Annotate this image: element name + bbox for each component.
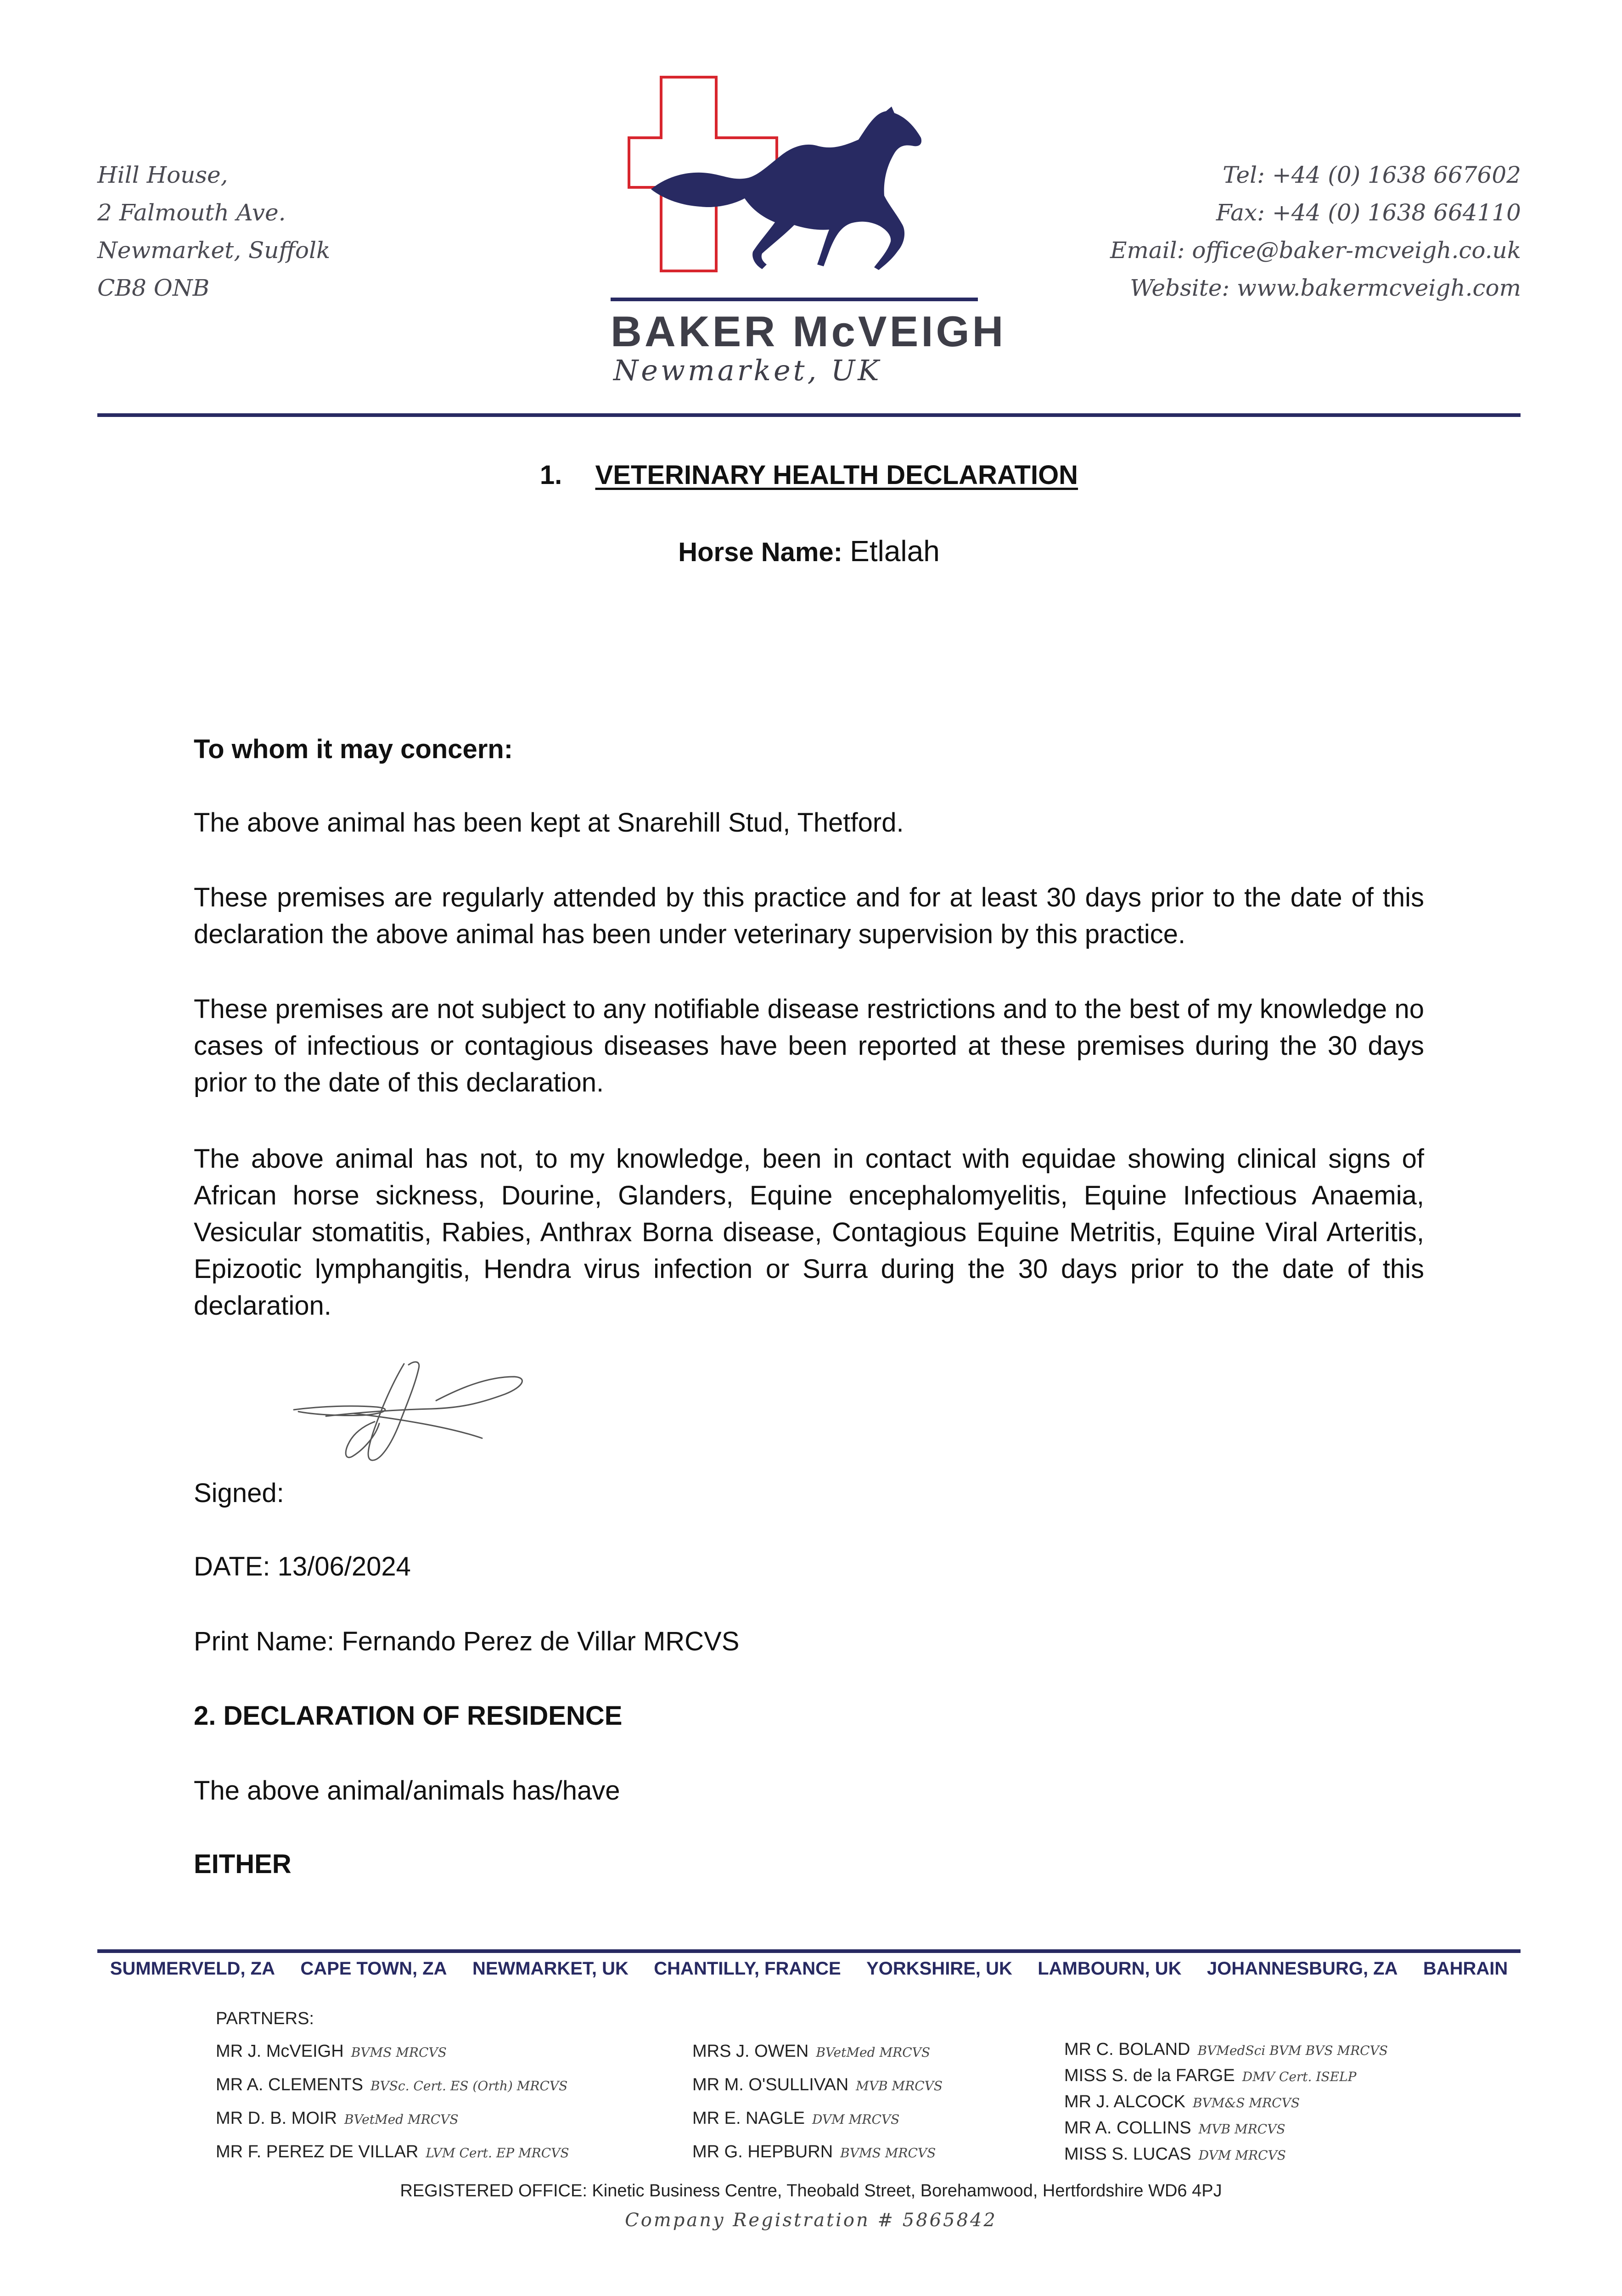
partner-entry [1064, 2089, 1388, 2116]
partner-name: MR M. O'SULLIVAN [692, 2075, 849, 2094]
partner-quals: DVM MRCVS [812, 2112, 900, 2127]
contact-website[interactable]: Website: www.bakermcveigh.com [1130, 275, 1521, 301]
partner-entry [692, 2136, 943, 2169]
signature-image [285, 1355, 542, 1492]
partner-quals: DMV Cert. ISELP [1242, 2069, 1357, 2084]
salutation: To whom it may concern: [194, 734, 513, 764]
horse-silhouette [651, 107, 921, 270]
address-line: Newmarket, Suffolk [97, 237, 331, 264]
partner-entry [216, 2102, 569, 2136]
partner-name: MISS S. de la FARGE [1064, 2066, 1235, 2085]
partner-entry [692, 2102, 943, 2136]
partner-name: MR G. HEPBURN [692, 2142, 833, 2161]
partners-column-1 [216, 2035, 569, 2169]
office-location: CAPE TOWN, ZA [300, 1958, 447, 1979]
registered-office: REGISTERED OFFICE: Kinetic Business Centre, Theobald Street, Borehamwood, Hertfordshire WD6 4PJ [400, 2181, 1222, 2200]
paragraph-restrictions: These premises are not subject to any notifiable disease restrictions and to the best of my knowledge no cases of infectious or contagious diseases have been reported at these premises during the 30 days prior to the date of this declaration. [194, 994, 1424, 1097]
section2-heading: 2. DECLARATION OF RESIDENCE [194, 1701, 623, 1731]
partner-quals: BVM&S MRCVS [1192, 2095, 1300, 2110]
brand-location: Newmarket, UK [613, 354, 882, 387]
section1-heading [194, 457, 1424, 494]
partner-quals: BVetMed MRCVS [816, 2045, 931, 2060]
office-location: NEWMARKET, UK [472, 1958, 629, 1979]
paragraph-premises: The above animal has been kept at Snarehill Stud, Thetford. [194, 808, 904, 838]
address-line: CB8 ONB [97, 275, 210, 301]
contact-fax: Fax: +44 (0) 1638 664110 [1216, 199, 1521, 226]
partner-quals: MVB MRCVS [1198, 2122, 1285, 2137]
print-name: Print Name: Fernando Perez de Villar MRCVS [194, 1626, 740, 1656]
partner-name: MR A. CLEMENTS [216, 2075, 363, 2094]
section2-either: EITHER [194, 1849, 292, 1879]
partner-entry [216, 2035, 569, 2069]
partner-name: MRS J. OWEN [692, 2042, 809, 2061]
footer-divider [97, 1949, 1521, 1953]
partners-label: PARTNERS: [216, 2009, 314, 2028]
partner-entry [692, 2069, 943, 2102]
office-location: BAHRAIN [1423, 1958, 1508, 1979]
partner-name: MR F. PEREZ DE VILLAR [216, 2142, 419, 2161]
partner-quals: BVSc. Cert. ES (Orth) MRCVS [370, 2078, 568, 2093]
partner-name: MR C. BOLAND [1064, 2040, 1190, 2059]
partner-name: MR J. McVEIGH [216, 2042, 344, 2061]
brand-name: BAKER McVEIGH [611, 307, 1006, 355]
paragraph-diseases: The above animal has not, to my knowledge, been in contact with equidae showing clinical signs of African horse sickness, Dourine, Glanders, Equine encephalomyelitis, Equine Infectious Anaemia, Vesicular stomatitis, Rabies, Anthrax Borna disease, Contagious Equine Metritis, Equine Viral Arteritis, Epizootic lymphangitis, Hendra virus infection or Surra during the 30 days prior to the date of this declaration. [194, 1144, 1424, 1321]
practice-address [97, 156, 330, 307]
partners-column-3 [1064, 2037, 1388, 2168]
section1-title: VETERINARY HEALTH DECLARATION [595, 460, 1078, 490]
partner-name: MR E. NAGLE [692, 2109, 805, 2128]
partner-quals: LVM Cert. EP MRCVS [426, 2145, 569, 2161]
partner-quals: BVMS MRCVS [351, 2045, 447, 2060]
office-location: YORKSHIRE, UK [866, 1958, 1012, 1979]
horse-name-line [194, 533, 1424, 571]
partner-quals: BVMedSci BVM BVS MRCVS [1197, 2043, 1388, 2058]
paragraph-supervision: These premises are regularly attended by this practice and for at least 30 days prior to the date of this declaration the above animal has been under veterinary supervision by this practice. [194, 883, 1424, 949]
practice-contact [1110, 156, 1521, 307]
office-location: JOHANNESBURG, ZA [1207, 1958, 1398, 1979]
partner-name: MISS S. LUCAS [1064, 2144, 1191, 2164]
signed-label: Signed: [194, 1478, 284, 1508]
logo-rule [611, 298, 978, 301]
partners-column-2 [692, 2035, 943, 2169]
horse-cross-logo-icon [611, 69, 978, 326]
partner-entry [692, 2035, 943, 2069]
partner-name: MR J. ALCOCK [1064, 2092, 1185, 2111]
contact-phone: Tel: +44 (0) 1638 667602 [1223, 162, 1521, 188]
partner-quals: BVetMed MRCVS [344, 2112, 459, 2127]
section2-text: The above animal/animals has/have [194, 1776, 620, 1806]
declaration-date: DATE: 13/06/2024 [194, 1552, 411, 1581]
section1-number: 1. [539, 460, 562, 490]
partner-quals: MVB MRCVS [856, 2078, 943, 2093]
partner-entry [1064, 2142, 1388, 2168]
horse-name-value: Etlalah [850, 535, 940, 568]
partner-quals: BVMS MRCVS [840, 2145, 936, 2161]
partner-entry [1064, 2116, 1388, 2142]
partner-name: MR D. B. MOIR [216, 2109, 337, 2128]
partner-name: MR A. COLLINS [1064, 2118, 1191, 2138]
partner-entry [1064, 2037, 1388, 2063]
address-line: 2 Falmouth Ave. [97, 199, 286, 226]
company-registration: Company Registration # 5865842 [625, 2210, 997, 2231]
address-line: Hill House, [97, 162, 228, 188]
horse-name-label: Horse Name: [678, 537, 842, 567]
contact-email[interactable]: Email: office@baker-mcveigh.co.uk [1110, 237, 1521, 264]
office-location: LAMBOURN, UK [1038, 1958, 1182, 1979]
header-divider [97, 413, 1521, 417]
partner-entry [1064, 2063, 1388, 2089]
office-location: SUMMERVELD, ZA [110, 1958, 275, 1979]
partner-entry [216, 2136, 569, 2169]
partner-entry [216, 2069, 569, 2102]
partner-quals: DVM MRCVS [1198, 2148, 1286, 2163]
office-locations [97, 1958, 1521, 1979]
office-location: CHANTILLY, FRANCE [654, 1958, 841, 1979]
